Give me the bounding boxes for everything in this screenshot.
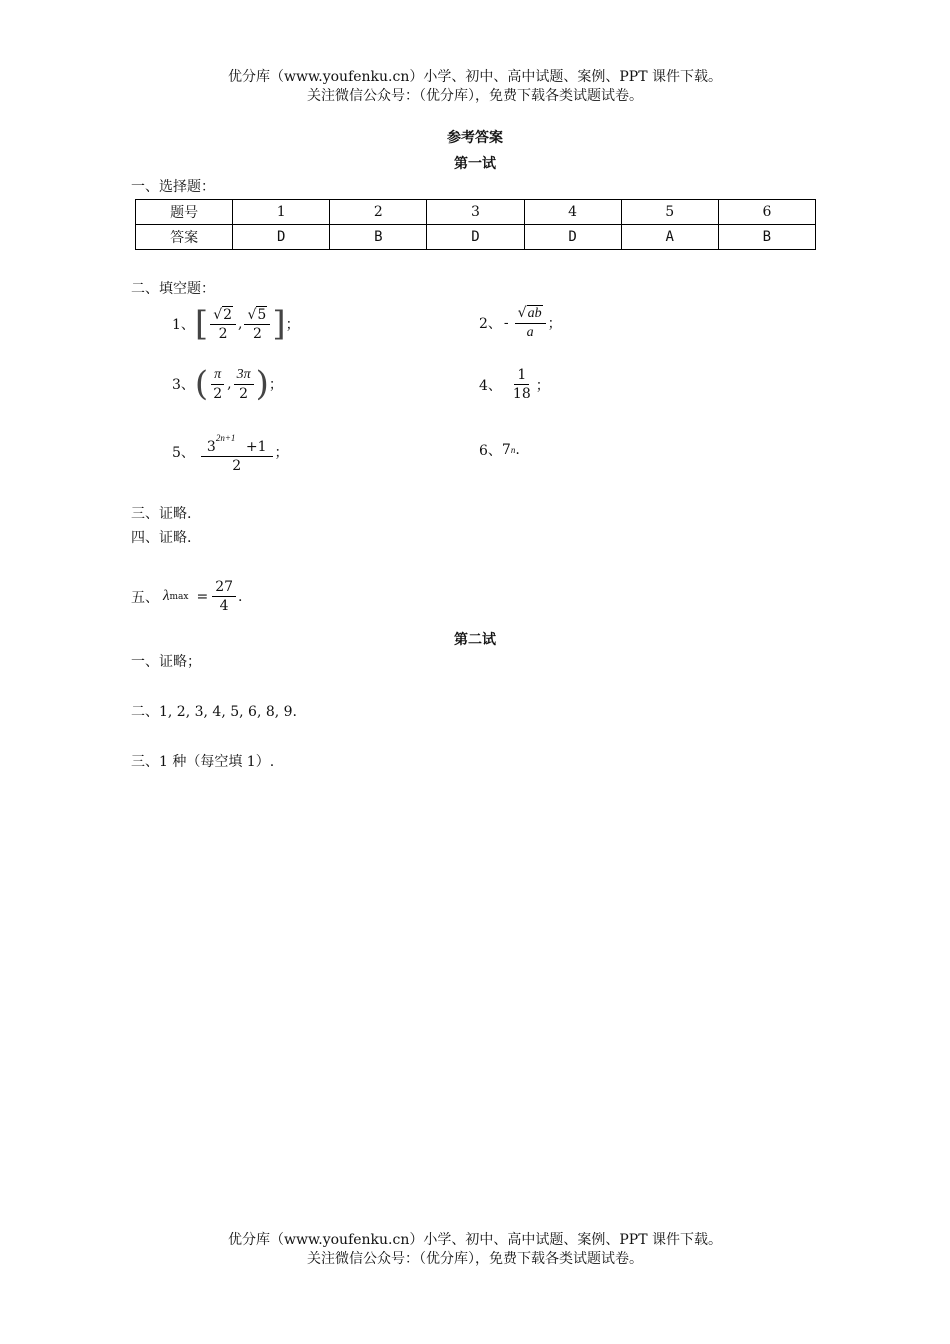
comma: ,	[227, 376, 232, 392]
part1-heading: 第一试	[454, 156, 496, 172]
numerator: π	[211, 366, 224, 385]
item-number: 5、	[172, 445, 195, 461]
table-cell: 1	[233, 200, 330, 225]
fill-answer-1	[172, 304, 300, 344]
numerator: 3π	[234, 366, 254, 385]
table-cell: B	[718, 225, 815, 250]
right-paren: )	[255, 364, 269, 404]
item-number: 1、	[172, 317, 195, 333]
minus-sign: -	[503, 315, 509, 331]
exponent: n	[510, 445, 516, 455]
fraction	[212, 578, 236, 615]
numerator: 27	[212, 578, 236, 597]
fraction: $\frac{√2}{2}$	[210, 306, 236, 343]
item-number: 3、	[172, 377, 195, 393]
equals: =	[196, 588, 209, 605]
lambda-symbol: λ	[163, 588, 170, 604]
fill-answer-3	[172, 364, 283, 404]
base: 7	[501, 442, 511, 458]
table-cell: 5	[621, 200, 718, 225]
radicand: 5	[257, 306, 267, 323]
base: 3	[206, 439, 216, 455]
denominator: 2	[213, 385, 223, 402]
right-bracket: ]	[272, 304, 286, 344]
section-label: 五、	[131, 589, 159, 606]
denominator: a	[526, 325, 534, 340]
semicolon: ；	[535, 377, 550, 394]
subscript: max	[169, 591, 189, 602]
denominator: 4	[219, 598, 229, 614]
semicolon: ；	[268, 377, 283, 393]
table-row	[136, 225, 816, 250]
denominator: 2	[252, 325, 262, 342]
table-cell: A	[621, 225, 718, 250]
fraction	[210, 366, 225, 403]
table-cell: D	[233, 225, 330, 250]
table-cell: 4	[524, 200, 621, 225]
header-line-1: 优分库（www.youfenku.cn）小学、初中、高中试题、案例、PPT 课件下载。	[227, 69, 722, 85]
fraction: $\frac{√5}{2}$	[244, 306, 270, 343]
table-row-label: 题号	[136, 200, 233, 225]
part2-section-3: 三、1 种（每空填 1）.	[131, 754, 275, 770]
radicand: 2	[223, 306, 233, 323]
left-bracket: [	[194, 304, 209, 344]
semicolon: ；	[285, 317, 300, 333]
table-row	[136, 200, 816, 225]
table-cell: D	[427, 225, 524, 250]
semicolon: ；	[274, 445, 289, 461]
section-choice-heading: 一、选择题：	[131, 179, 215, 195]
section-5-answer	[131, 578, 243, 615]
answer-table	[135, 199, 816, 250]
item-number: 6、	[479, 443, 502, 459]
period: .	[515, 442, 520, 458]
part2-heading: 第二试	[454, 632, 496, 648]
period: .	[238, 588, 243, 605]
section-proof-4: 四、证略.	[131, 530, 192, 546]
page-title: 参考答案	[447, 130, 503, 146]
part2-section-1: 一、证略；	[131, 654, 201, 670]
header-line-2: 关注微信公众号：（优分库），免费下载各类试题试卷。	[307, 88, 643, 104]
denominator: 18	[512, 386, 531, 402]
table-row-label: 答案	[136, 225, 233, 250]
fraction	[510, 366, 534, 403]
fraction	[234, 366, 254, 403]
numerator: 1	[514, 366, 529, 385]
part2-section-2: 二、1, 2, 3, 4, 5, 6, 8, 9.	[131, 704, 298, 720]
table-cell: 6	[718, 200, 815, 225]
item-number: 4、	[479, 377, 502, 394]
denominator: 2	[239, 385, 249, 402]
footer-line-1: 优分库（www.youfenku.cn）小学、初中、高中试题、案例、PPT 课件下载。	[227, 1232, 722, 1248]
fill-answer-5	[172, 429, 289, 475]
semicolon: ；	[547, 316, 562, 332]
numerator	[201, 429, 273, 457]
radicand: ab	[527, 306, 542, 321]
fraction: $\frac{√ab}{a}$	[515, 304, 546, 342]
plus-one: +1	[245, 439, 267, 455]
section-proof-3: 三、证略.	[131, 506, 192, 522]
table-cell: 2	[330, 200, 427, 225]
denominator: 2	[232, 458, 242, 474]
section-fill-heading: 二、填空题：	[131, 281, 215, 297]
left-paren: (	[194, 364, 209, 404]
table-cell: D	[524, 225, 621, 250]
fill-answer-2	[479, 304, 562, 342]
denominator: 2	[218, 325, 228, 342]
fill-answer-4	[479, 366, 550, 403]
fraction	[201, 429, 273, 475]
comma: ,	[238, 316, 243, 332]
exponent: 2n+1	[215, 433, 236, 443]
footer-line-2: 关注微信公众号：（优分库），免费下载各类试题试卷。	[307, 1251, 643, 1267]
fill-answer-6	[479, 440, 520, 460]
item-number: 2、	[479, 316, 502, 332]
table-cell: 3	[427, 200, 524, 225]
table-cell: B	[330, 225, 427, 250]
